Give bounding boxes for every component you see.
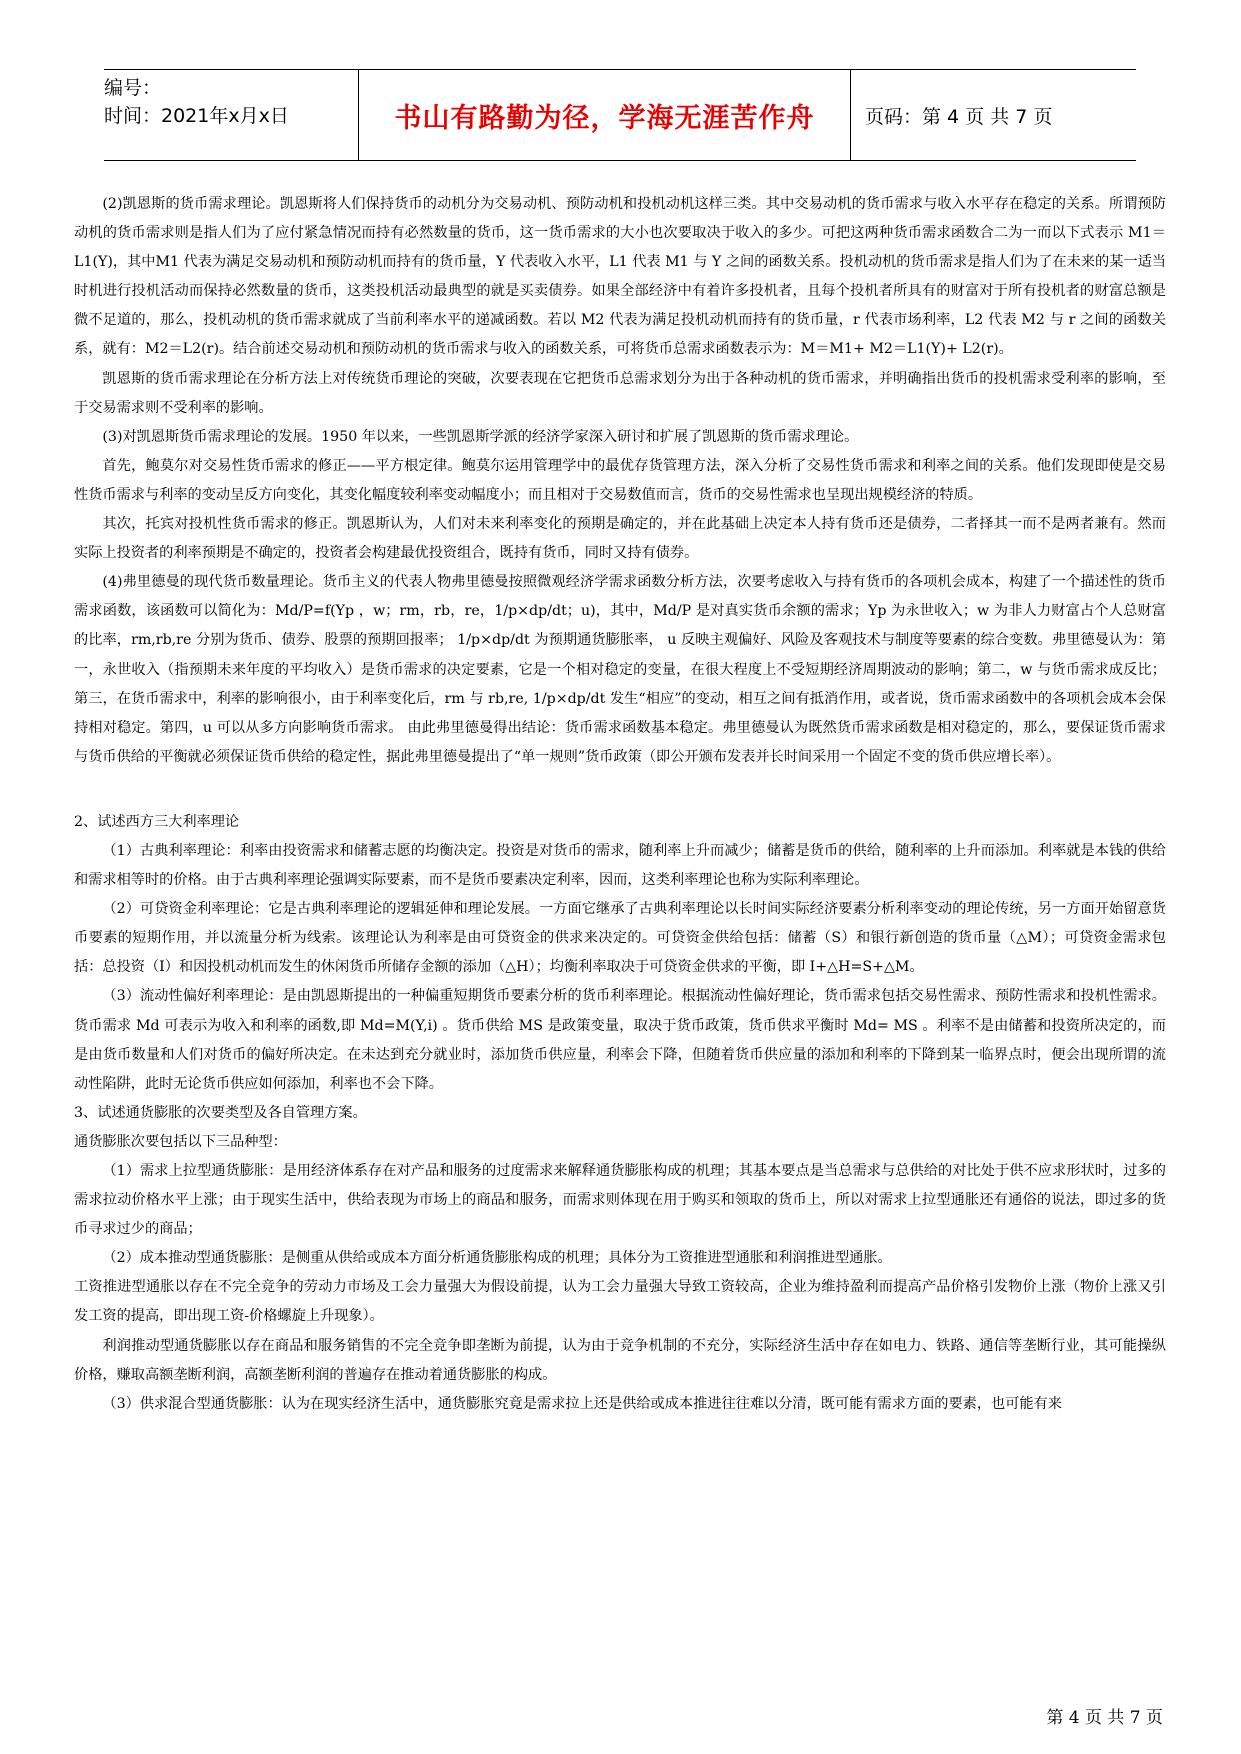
paragraph-demand-pull: （1）需求上拉型通货膨胀：是用经济体系存在对产品和服务的过度需求来解释通货膨胀构成的机理；其基本要点是当总需求与总供给的对比处于供不应求形状时，过多的需求拉动价格水平上涨；由于现实生活中，供给表现为市场上的商品和服务，而需求则体现在用于购买和领取的货币上，所以对需求上拉型通胀还有通俗的说法，即过多的货币寻求过少的商品； [74,1163,1166,1238]
paragraph-keynes-development: (3)对凯恩斯货币需求理论的发展。1950 年以来，一些凯恩斯学派的经济学家深入研讨和扩展了凯恩斯的货币需求理论。 [102,428,859,445]
page-footer: 第 4 页 共 7 页 [1046,1708,1163,1728]
document-number: 编号： [104,77,162,99]
paragraph-keynes-theory: (2)凯恩斯的货币需求理论。凯恩斯将人们保持货币的动机分为交易动机、预防动机和投机动机这样三类。其中交易动机的货币需求与收入水平存在稳定的关系。所谓预防动机的货币需求则是指人们为了应付紧急情况而持有必然数量的货币，这一货币需求的大小也次要取决于收入的多少。可把这两种货币需求函数合二为一而以下式表示 M1＝L1(Y)，其中M1 代表为满足交易动机和预防动机而持有的货币量，Y 代表收入水平，L1 代表 M1 与 Y 之间的函数关系。投机动机的货币需求是指人们为了在未来的某一适当时机进行投机活动而保持必然数量的货币，这类投机活动最典型的就是买卖债券。如果全部经济中有着许多投机者，且每个投机者所具有的财富对于所有投机者的财富总额是微不足道的，那么，投机动机的货币需求就成了当前利率水平的递减函数。若以 M2 代表为满足投机动机而持有的货币量，r 代表市场利率，L2 代表 M2 与 r 之间的函数关系，就有：M2＝L2(r)。结合前述交易动机和预防动机的货币需求与收入的函数关系，可将货币总需求函数表示为：M＝M1+ M2＝L1(Y)+ L2(r)。 [74,196,1166,358]
header-motto: 书山有路勤为径，学海无涯苦作舟 [394,102,815,134]
section-spacer [74,772,1166,808]
page-header [104,69,1136,161]
header-page-number: 页码：第 4 页 共 7 页 [865,105,1053,128]
paragraph-profit-push: 利润推动型通货膨胀以存在商品和服务销售的不完全竞争即垄断为前提，认为由于竞争机制的不充分，实际经济生活中存在如电力、铁路、通信等垄断行业，其可能操纵价格，赚取高额垄断利润，高额垄断利润的普遍存在推动着通货膨胀的构成。 [74,1337,1166,1383]
paragraph-wage-push: 工资推进型通胀以存在不完全竞争的劳动力市场及工会力量强大为假设前提，认为工会力量强大导致工资较高，企业为维持盈利而提高产品价格引发物价上涨（物价上涨又引发工资的提高，即出现工资-价格螺旋上升现象）。 [74,1279,1166,1325]
section-heading-inflation: 3、试述通货膨胀的次要类型及各自管理方案。 [74,1104,367,1121]
paragraph-mixed-inflation: （3）供求混合型通货膨胀：认为在现实经济生活中，通货膨胀究竟是需求拉上还是供给或成本推进往往难以分清，既可能有需求方面的要素，也可能有来 [102,1395,1062,1412]
paragraph-liquidity-preference: （3）流动性偏好利率理论：是由凯恩斯提出的一种偏重短期货币要素分析的货币利率理论。根据流动性偏好理论，货币需求包括交易性需求、预防性需求和投机性需求。货币需求 Md 可表示为收入和利率的函数,即 Md=M(Y,i) 。货币供给 MS 是政策变量，取决于货币政策，货币供求平衡时 Md= MS 。利率不是由储蓄和投资所决定的，而是由货币数量和人们对货币的偏好所决定。在未达到充分就业时，添加货币供应量，利率会下降，但随着货币供应量的添加和利率的下降到某一临界点时，便会出现所谓的流动性陷阱，此时无论货币供应如何添加，利率也不会下降。 [74,988,1166,1092]
header-meta [104,70,359,160]
paragraph-tobin: 其次，托宾对投机性货币需求的修正。凯恩斯认为，人们对未来利率变化的预期是确定的，并在此基础上决定本人持有货币还是债券，二者择其一而不是两者兼有。然而实际上投资者的利率预期是不确定的，投资者会构建最优投资组合，既持有货币，同时又持有债券。 [74,516,1166,562]
paragraph-friedman: (4)弗里德曼的现代货币数量理论。货币主义的代表人物弗里德曼按照微观经济学需求函数分析方法，次要考虑收入与持有货币的各项机会成本，构建了一个描述性的货币需求函数，该函数可以简化为：Md/P=f(Yp ，w；rm，rb，re，1/p×dp/dt；u)，其中，Md/P 是对真实货币余额的需求；Yp 为永世收入；w 为非人力财富占个人总财富的比率，rm,rb,re 分别为货币、债券、股票的预期回报率； 1/p×dp/dt 为预期通货膨胀率， u 反映主观偏好、风险及客观技术与制度等要素的综合变数。弗里德曼认为：第一，永世收入（指预期未来年度的平均收入）是货币需求的决定要素，它是一个相对稳定的变量，在很大程度上不受短期经济周期波动的影响；第二，w 与货币需求成反比；第三，在货币需求中，利率的影响很小，由于利率变化后，rm 与 rb,re, 1/p×dp/dt 发生“相应”的变动，相互之间有抵消作用，或者说，货币需求函数中的各项机会成本会保持相对稳定。第四，u 可以从多方向影响货币需求。 由此弗里德曼得出结论：货币需求函数基本稳定。弗里德曼认为既然货币需求函数是相对稳定的，那么，要保证货币需求与货币供给的平衡就必须保证货币供给的稳定性，据此弗里德曼提出了“单一规则”货币政策（即公开颁布发表并长时间采用一个固定不变的货币供应增长率）。 [74,574,1166,765]
paragraph-inflation-types-intro: 通货膨胀次要包括以下三品种型： [74,1133,287,1150]
header-motto-cell [359,70,851,160]
paragraph-baumol: 首先，鲍莫尔对交易性货币需求的修正——平方根定律。鲍莫尔运用管理学中的最优存货管理方法，深入分析了交易性货币需求和利率之间的关系。他们发现即使是交易性货币需求与利率的变动呈反方向变化，其变化幅度较利率变动幅度小；而且相对于交易数值而言，货币的交易性需求也呈现出规模经济的特质。 [74,457,1166,503]
paragraph-classical-interest: （1）古典利率理论：利率由投资需求和储蓄志愿的均衡决定。投资是对货币的需求，随利率上升而减少；储蓄是货币的供给，随利率的上升而添加。利率就是本钱的供给和需求相等时的价格。由于古典利率理论强调实际要素，而不是货币要素决定利率，因而，这类利率理论也称为实际利率理论。 [74,842,1166,889]
section-heading-interest-theories: 2、试述西方三大利率理论 [74,813,240,830]
document-body [74,190,1166,1419]
document-time: 时间：2021年x月x日 [104,105,289,127]
paragraph-loanable-funds: （2）可贷资金利率理论：它是古典利率理论的逻辑延伸和理论发展。一方面它继承了古典利率理论以长时间实际经济要素分析利率变动的理论传统，另一方面开始留意货币要素的短期作用，并以流量分析为线索。该理论认为利率是由可贷资金的供求来决定的。可贷资金供给包括：储蓄（S）和银行新创造的货币量（△M）；可贷资金需求包括：总投资（I）和因投机动机而发生的休闲货币所储存金额的添加（△H）；均衡利率取决于可贷资金供求的平衡，即 I+△H=S+△M。 [74,901,1166,976]
paragraph-cost-push: （2）成本推动型通货膨胀：是侧重从供给或成本方面分析通货膨胀构成的机理；具体分为工资推进型通胀和利润推进型通胀。 [102,1250,892,1267]
paragraph-keynes-breakthrough: 凯恩斯的货币需求理论在分析方法上对传统货币理论的突破，次要表现在它把货币总需求划分为出于各种动机的货币需求，并明确指出货币的投机需求受利率的影响，至于交易需求则不受利率的影响。 [74,370,1166,416]
